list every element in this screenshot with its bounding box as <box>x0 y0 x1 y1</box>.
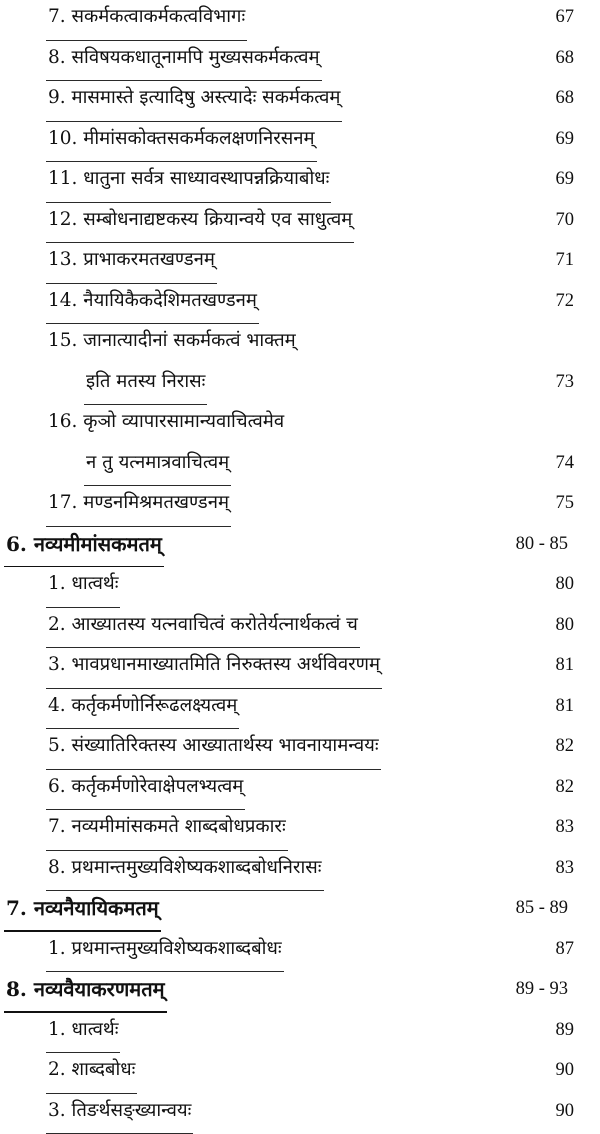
toc-entry-page-number: 68 <box>556 45 575 71</box>
toc-entry-page-number: 74 <box>556 450 575 476</box>
toc-entry-page-number: 82 <box>556 774 575 800</box>
toc-entry-row <box>0 851 600 892</box>
toc-entry-page-number: 80 <box>556 612 575 638</box>
toc-entry-row <box>0 567 600 608</box>
toc-entry-row <box>0 243 600 284</box>
toc-entry-page-number: 72 <box>556 288 575 314</box>
toc-entry-row <box>0 648 600 689</box>
toc-entry-title: 4. कर्तृकर्मणोर्निरूढलक्ष्यत्वम् <box>48 693 237 719</box>
toc-section-title: 6. नव्यमीमांसकमतम् <box>6 531 162 557</box>
toc-entry-row <box>0 770 600 811</box>
toc-entry-page-number: 67 <box>556 4 575 30</box>
toc-entry-title: 15. जानात्यादीनां सकर्मकत्वं भाक्तम् <box>48 328 296 354</box>
toc-entry-title: 8. सविषयकधातूनामपि मुख्यसकर्मकत्वम् <box>48 45 320 71</box>
toc-entry-title: 13. प्राभाकरमतखण्डनम् <box>48 247 215 273</box>
toc-entry-row <box>0 729 600 770</box>
toc-entry-title: 9. मासमास्ते इत्यादिषु अस्त्यादेः सकर्मकत्वम् <box>48 85 340 111</box>
toc-entry-title: 7. सकर्मकत्वाकर्मकत्वविभागः <box>48 4 245 30</box>
toc-entry-row <box>0 81 600 122</box>
toc-entry-page-number: 90 <box>556 1098 575 1124</box>
toc-entry-page-number: 70 <box>556 207 575 233</box>
toc-entry-row <box>0 932 600 973</box>
toc-entry-page-number: 68 <box>556 85 575 111</box>
toc-section-page-range: 89 - 93 <box>516 976 568 1002</box>
toc-section-title: 8. नव्यवैयाकरणमतम् <box>6 976 165 1002</box>
toc-entry-title: 1. धात्वर्थः <box>48 1017 118 1043</box>
toc-entry-row <box>0 122 600 163</box>
toc-entry-title: 6. कर्तृकर्मणोरेवाक्षेपलभ्यत्वम् <box>48 774 243 800</box>
toc-entry-row <box>0 810 600 851</box>
toc-entry-row <box>0 284 600 325</box>
toc-section-title: 7. नव्यनैयायिकमतम् <box>6 895 159 921</box>
toc-section-row <box>0 891 600 932</box>
toc-entry-title: 1. धात्वर्थः <box>48 571 118 597</box>
toc-entry-page-number: 83 <box>556 855 575 881</box>
toc-entry-title: 5. संख्यातिरिक्तस्य आख्यातार्थस्य भावनायामन्वयः <box>48 733 379 759</box>
toc-entry-page-number: 90 <box>556 1057 575 1083</box>
toc-entry-page-number: 82 <box>556 733 575 759</box>
toc-section-page-range: 80 - 85 <box>516 531 568 557</box>
toc-entry-row <box>0 608 600 649</box>
toc-entry-page-number: 83 <box>556 814 575 840</box>
toc-entry-title: 2. आख्यातस्य यत्नवाचित्वं करोतेर्यत्नार्थकत्वं च <box>48 612 358 638</box>
toc-entry-row <box>0 1053 600 1094</box>
toc-entry-page-number: 73 <box>556 369 575 395</box>
toc-entry-page-number: 71 <box>556 247 575 273</box>
toc-entry-title: 3. तिङर्थसङ्ख्यान्वयः <box>48 1098 191 1124</box>
toc-entry-row <box>0 689 600 730</box>
toc-entry-row <box>0 203 600 244</box>
toc-entry-row <box>0 324 600 405</box>
toc-entry-title: 3. भावप्रधानमाख्यातमिति निरुक्तस्य अर्थविवरणम् <box>48 652 380 678</box>
toc-entry-title: 16. कृञो व्यापारसामान्यवाचित्वमेव <box>48 409 284 435</box>
toc-entry-title: 8. प्रथमान्तमुख्यविशेष्यकशाब्दबोधनिरासः <box>48 855 322 881</box>
toc-section-row <box>0 972 600 1013</box>
toc-entry-title: 12. सम्बोधनाद्यष्टकस्य क्रियान्वये एव साधुत्वम् <box>48 207 352 233</box>
toc-entry-title: 2. शाब्दबोधः <box>48 1057 135 1083</box>
toc-entry-title: 10. मीमांसकोक्तसकर्मकलक्षणनिरसनम् <box>48 126 315 152</box>
toc-entry-row <box>0 1094 600 1134</box>
toc-entry-title: 7. नव्यमीमांसकमते शाब्दबोधप्रकारः <box>48 814 286 840</box>
toc-section-page-range: 85 - 89 <box>516 895 568 921</box>
toc-entry-page-number: 89 <box>556 1017 575 1043</box>
toc-entry-page-number: 81 <box>556 652 575 678</box>
toc-entry-page-number: 80 <box>556 571 575 597</box>
toc-entry-row <box>0 0 600 41</box>
toc-entry-page-number: 87 <box>556 936 575 962</box>
toc-entry-page-number: 69 <box>556 166 575 192</box>
toc-entry-row <box>0 486 600 527</box>
toc-entry-row <box>0 162 600 203</box>
toc-entry-title-continuation: न तु यत्नमात्रवाचित्वम् <box>86 450 229 476</box>
toc-entry-page-number: 81 <box>556 693 575 719</box>
toc-entry-page-number: 69 <box>556 126 575 152</box>
toc-section-row <box>0 527 600 568</box>
toc-entry-row <box>0 1013 600 1054</box>
toc-entry-row <box>0 405 600 486</box>
toc-entry-title: 17. मण्डनमिश्रमतखण्डनम् <box>48 490 229 516</box>
toc-entry-title: 11. धातुना सर्वत्र साध्यावस्थापन्नक्रियाबोधः <box>48 166 329 192</box>
toc-entry-title: 14. नैयायिकैकदेशिमतखण्डनम् <box>48 288 257 314</box>
toc-entry-page-number: 75 <box>556 490 575 516</box>
toc-entry-title-continuation: इति मतस्य निरासः <box>86 369 205 395</box>
toc-entry-title: 1. प्रथमान्तमुख्यविशेष्यकशाब्दबोधः <box>48 936 282 962</box>
toc-entry-row <box>0 41 600 82</box>
